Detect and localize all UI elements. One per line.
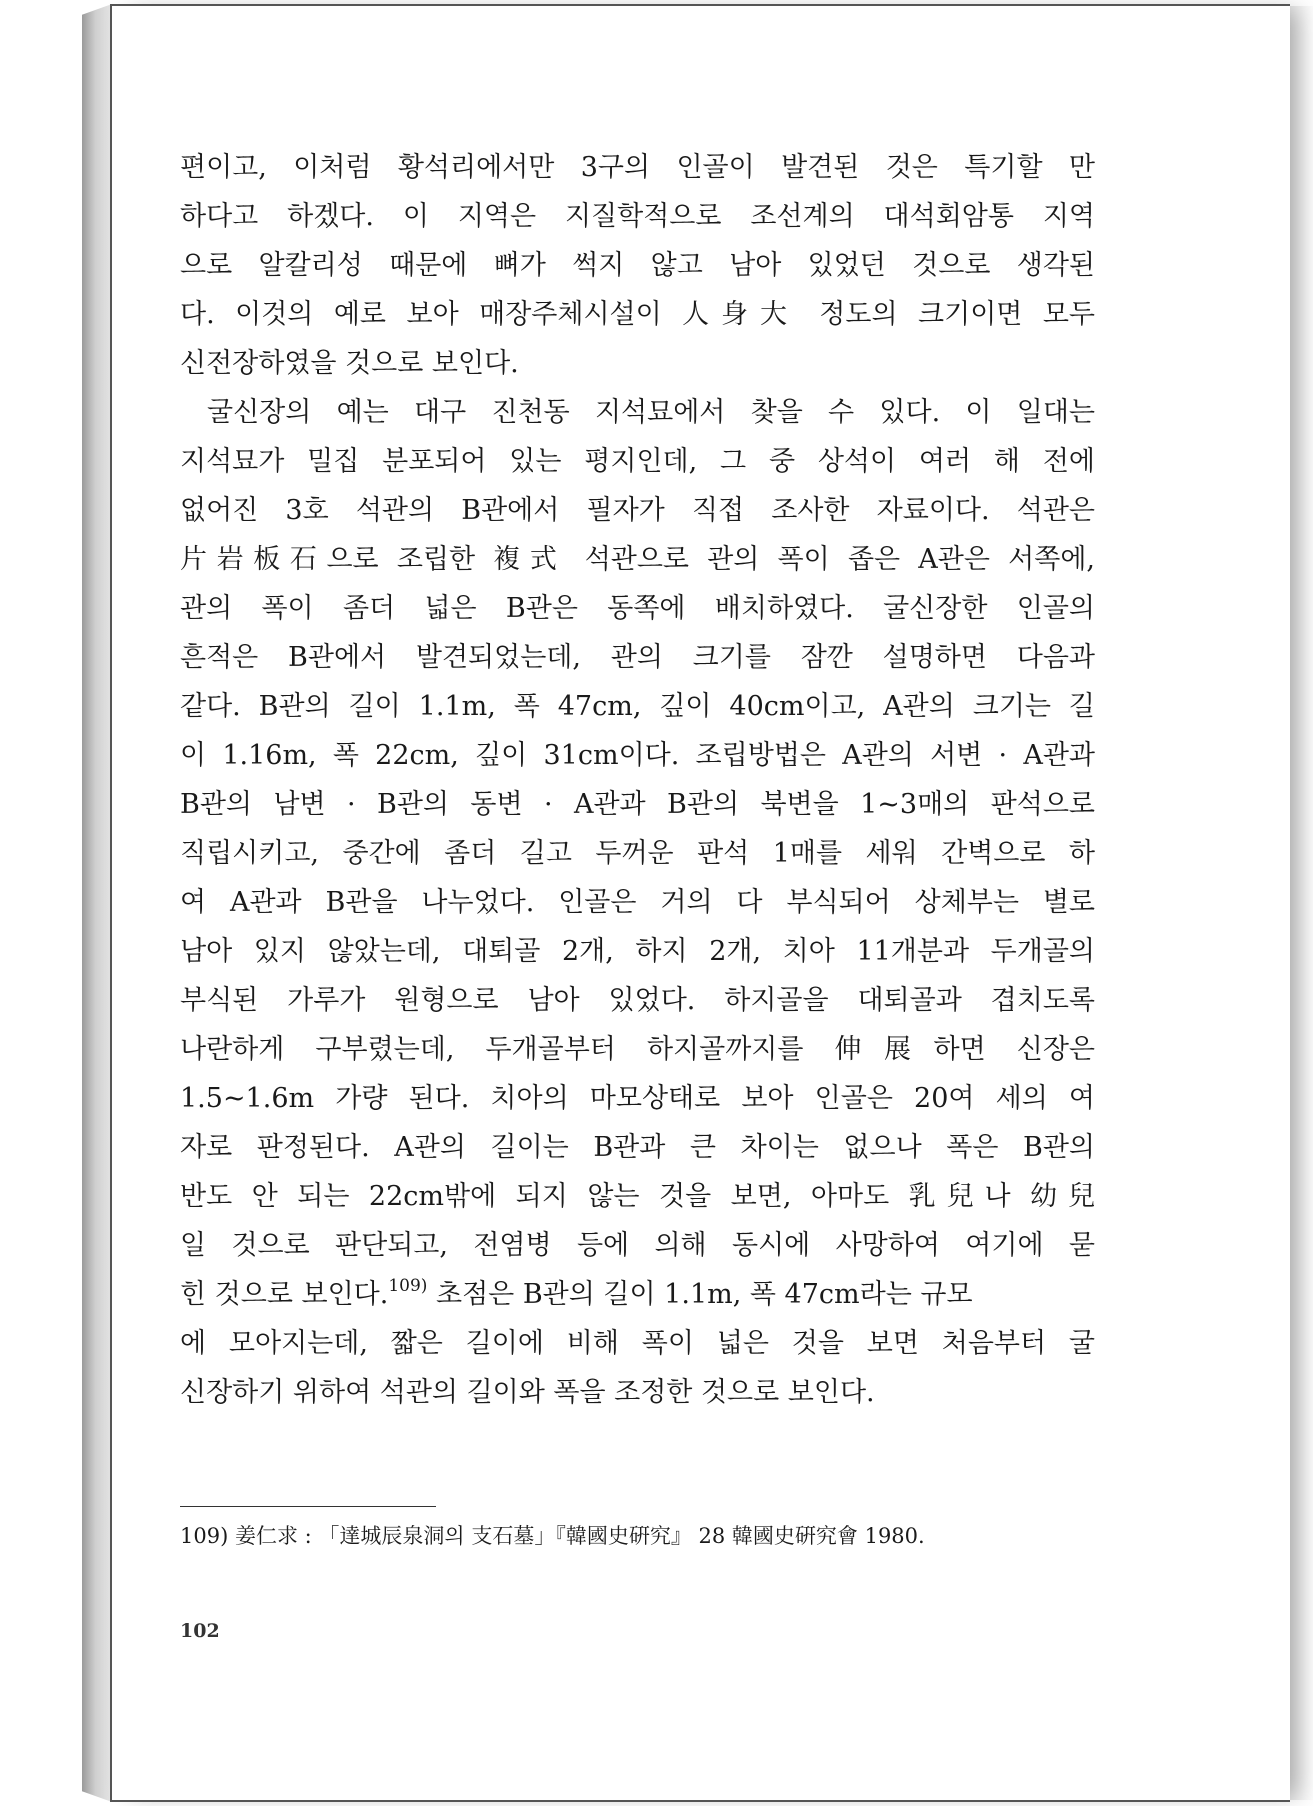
footnote-reference: 109) xyxy=(388,1276,428,1296)
footnote: 109) 姜仁求 : 「達城辰泉洞의 支石墓」『韓國史硏究』 28 韓國史硏究會 1980. xyxy=(180,1524,925,1548)
text-line: 신전장하였을 것으로 보인다. xyxy=(180,348,519,379)
text-line xyxy=(180,1270,1095,1319)
text-line: 나란하게 구부렸는데, 두개골부터 하지골까지를 伸展하면 신장은 xyxy=(180,1034,1095,1065)
text-line: 반도 안 되는 22cm밖에 되지 않는 것을 보면, 아마도 乳兒나 幼兒 xyxy=(180,1181,1095,1212)
text-line: 직립시키고, 중간에 좀더 길고 두꺼운 판석 1매를 세워 간벽으로 하 xyxy=(180,838,1095,869)
text-line: 하다고 하겠다. 이 지역은 지질학적으로 조선계의 대석회암통 지역 xyxy=(180,201,1095,232)
text-line: 굴신장의 예는 대구 진천동 지석묘에서 찾을 수 있다. 이 일대는 xyxy=(207,397,1095,428)
text-line: 片岩板石으로 조립한 複式 석관으로 관의 폭이 좁은 A관은 서쪽에, xyxy=(180,544,1095,575)
text-line: 지석묘가 밀집 분포되어 있는 평지인데, 그 중 상석이 여러 해 전에 xyxy=(180,446,1095,477)
text-line: 이 1.16m, 폭 22cm, 깊이 31cm이다. 조립방법은 A관의 서변 · A관과 xyxy=(180,740,1095,771)
text-line: 없어진 3호 석관의 B관에서 필자가 직접 조사한 자료이다. 석관은 xyxy=(180,495,1095,526)
text-line: 일 것으로 판단되고, 전염병 등에 의해 동시에 사망하여 여기에 묻 xyxy=(180,1230,1095,1261)
text-line: 으로 알칼리성 때문에 뼈가 썩지 않고 남아 있었던 것으로 생각된 xyxy=(180,250,1095,281)
text-line: 흔적은 B관에서 발견되었는데, 관의 크기를 잠깐 설명하면 다음과 xyxy=(180,642,1095,673)
text-line: 여 A관과 B관을 나누었다. 인골은 거의 다 부식되어 상체부는 별로 xyxy=(180,887,1095,918)
text-line: 에 모아지는데, 짧은 길이에 비해 폭이 넓은 것을 보면 처음부터 굴 xyxy=(180,1328,1095,1359)
text-fragment: 초점은 B관의 길이 1.1m, 폭 47cm라는 규모 xyxy=(436,1279,973,1310)
page-shadow xyxy=(1290,6,1313,1800)
text-line: 관의 폭이 좀더 넓은 B관은 동쪽에 배치하였다. 굴신장한 인골의 xyxy=(180,593,1095,624)
text-line: 남아 있지 않았는데, 대퇴골 2개, 하지 2개, 치아 11개분과 두개골의 xyxy=(180,936,1095,967)
text-line: B관의 남변 · B관의 동변 · A관과 B관의 북변을 1~3매의 판석으로 xyxy=(180,789,1095,820)
page-number: 102 xyxy=(180,1620,220,1642)
text-line: 같다. B관의 길이 1.1m, 폭 47cm, 깊이 40cm이고, A관의 크기는 길 xyxy=(180,691,1095,722)
footnote-divider xyxy=(180,1506,436,1507)
text-line: 자로 판정된다. A관의 길이는 B관과 큰 차이는 없으나 폭은 B관의 xyxy=(180,1132,1095,1163)
book-spine-edge xyxy=(82,4,112,1802)
text-line: 1.5~1.6m 가량 된다. 치아의 마모상태로 보아 인골은 20여 세의 여 xyxy=(180,1083,1095,1114)
text-line: 다. 이것의 예로 보아 매장주체시설이 人身大 정도의 크기이면 모두 xyxy=(180,299,1095,330)
text-line: 신장하기 위하여 석관의 길이와 폭을 조정한 것으로 보인다. xyxy=(180,1377,875,1408)
text-line: 편이고, 이처럼 황석리에서만 3구의 인골이 발견된 것은 특기할 만 xyxy=(180,152,1095,183)
text-line: 부식된 가루가 원형으로 남아 있었다. 하지골을 대퇴골과 겹치도록 xyxy=(180,985,1095,1016)
body-text xyxy=(180,143,1095,1417)
text-fragment: 힌 것으로 보인다. xyxy=(180,1279,389,1310)
